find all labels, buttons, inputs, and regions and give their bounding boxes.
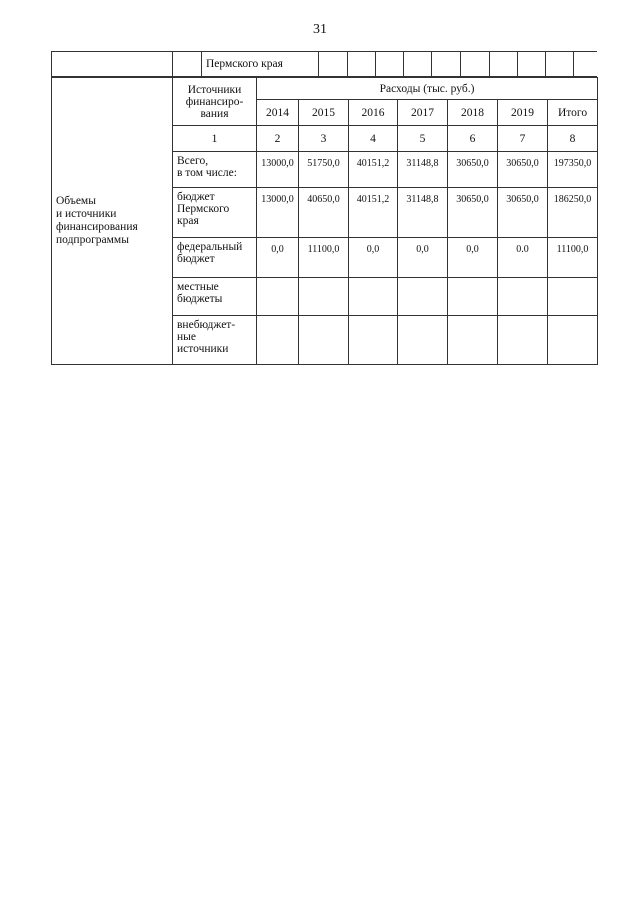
subprogram-label <box>52 78 173 365</box>
total-header: Итого <box>548 100 598 126</box>
year-header: 2019 <box>498 100 548 126</box>
source-cell <box>173 238 257 278</box>
continuation-cell <box>173 52 202 76</box>
source-line: края <box>177 215 199 227</box>
continuation-cell <box>461 52 490 76</box>
source-cell <box>173 152 257 188</box>
source-line: Всего, <box>177 155 209 167</box>
value-cell: 0,0 <box>398 238 448 278</box>
value-cell: 40650,0 <box>299 188 349 238</box>
expenses-header: Расходы (тыс. руб.) <box>257 78 598 100</box>
value-cell: 51750,0 <box>299 152 349 188</box>
value-cell <box>349 316 398 365</box>
value-cell: 0,0 <box>448 238 498 278</box>
subprogram-label-line: подпрограммы <box>56 234 129 246</box>
source-line: источники <box>177 343 229 355</box>
sources-header-line: Источники <box>187 83 242 96</box>
continuation-label: Пермского края <box>202 52 319 76</box>
continuation-cell <box>490 52 518 76</box>
value-cell <box>349 278 398 316</box>
value-cell: 197350,0 <box>548 152 598 188</box>
continuation-cell <box>348 52 376 76</box>
budget-table <box>51 77 598 365</box>
value-cell: 0.0 <box>498 238 548 278</box>
continuation-cell <box>518 52 546 76</box>
source-line: местные <box>177 281 219 293</box>
value-cell <box>398 278 448 316</box>
source-line: Пермского <box>177 203 230 215</box>
value-cell <box>548 278 598 316</box>
source-line: бюджеты <box>177 293 223 305</box>
year-header: 2014 <box>257 100 299 126</box>
subprogram-label-line: Объемы <box>56 195 96 207</box>
value-cell: 40151,2 <box>349 188 398 238</box>
column-number: 5 <box>398 126 448 152</box>
value-cell: 13000,0 <box>257 188 299 238</box>
source-line: федеральный <box>177 241 243 253</box>
source-line: в том числе: <box>177 167 237 179</box>
source-cell <box>173 278 257 316</box>
subprogram-label-line: финансирования <box>56 221 138 233</box>
continuation-cell <box>404 52 432 76</box>
source-line: ные <box>177 331 196 343</box>
value-cell: 30650,0 <box>498 188 548 238</box>
column-number: 2 <box>257 126 299 152</box>
value-cell: 186250,0 <box>548 188 598 238</box>
year-header: 2018 <box>448 100 498 126</box>
continuation-cell <box>546 52 574 76</box>
value-cell: 11100,0 <box>299 238 349 278</box>
value-cell: 30650,0 <box>448 188 498 238</box>
column-number: 3 <box>299 126 349 152</box>
value-cell <box>498 278 548 316</box>
column-number: 7 <box>498 126 548 152</box>
value-cell: 31148,8 <box>398 152 448 188</box>
value-cell <box>548 316 598 365</box>
value-cell <box>448 278 498 316</box>
budget-table-wrap <box>51 77 597 365</box>
subprogram-label-line: и источники <box>56 208 117 220</box>
value-cell <box>257 278 299 316</box>
value-cell: 0,0 <box>349 238 398 278</box>
continuation-cell <box>319 52 348 76</box>
value-cell: 30650,0 <box>448 152 498 188</box>
value-cell <box>398 316 448 365</box>
continuation-row <box>51 51 597 77</box>
value-cell: 30650,0 <box>498 152 548 188</box>
sources-header-line: финансиро- <box>185 95 244 108</box>
column-number: 4 <box>349 126 398 152</box>
source-line: бюджет <box>177 191 215 203</box>
sources-header-line: вания <box>200 107 229 120</box>
value-cell: 31148,8 <box>398 188 448 238</box>
continuation-cell <box>376 52 404 76</box>
sources-header <box>173 78 257 126</box>
year-header: 2016 <box>349 100 398 126</box>
value-cell <box>299 316 349 365</box>
column-number: 8 <box>548 126 598 152</box>
year-header: 2015 <box>299 100 349 126</box>
value-cell: 0,0 <box>257 238 299 278</box>
value-cell: 13000,0 <box>257 152 299 188</box>
source-line: внебюджет- <box>177 319 236 331</box>
column-number: 6 <box>448 126 498 152</box>
value-cell <box>448 316 498 365</box>
page-number: 31 <box>313 22 327 37</box>
continuation-cell <box>432 52 461 76</box>
year-header: 2017 <box>398 100 448 126</box>
value-cell <box>257 316 299 365</box>
value-cell: 40151,2 <box>349 152 398 188</box>
value-cell: 11100,0 <box>548 238 598 278</box>
value-cell <box>299 278 349 316</box>
source-cell <box>173 316 257 365</box>
source-line: бюджет <box>177 253 215 265</box>
value-cell <box>498 316 548 365</box>
continuation-cell <box>52 52 173 76</box>
column-number: 1 <box>173 126 257 152</box>
source-cell <box>173 188 257 238</box>
